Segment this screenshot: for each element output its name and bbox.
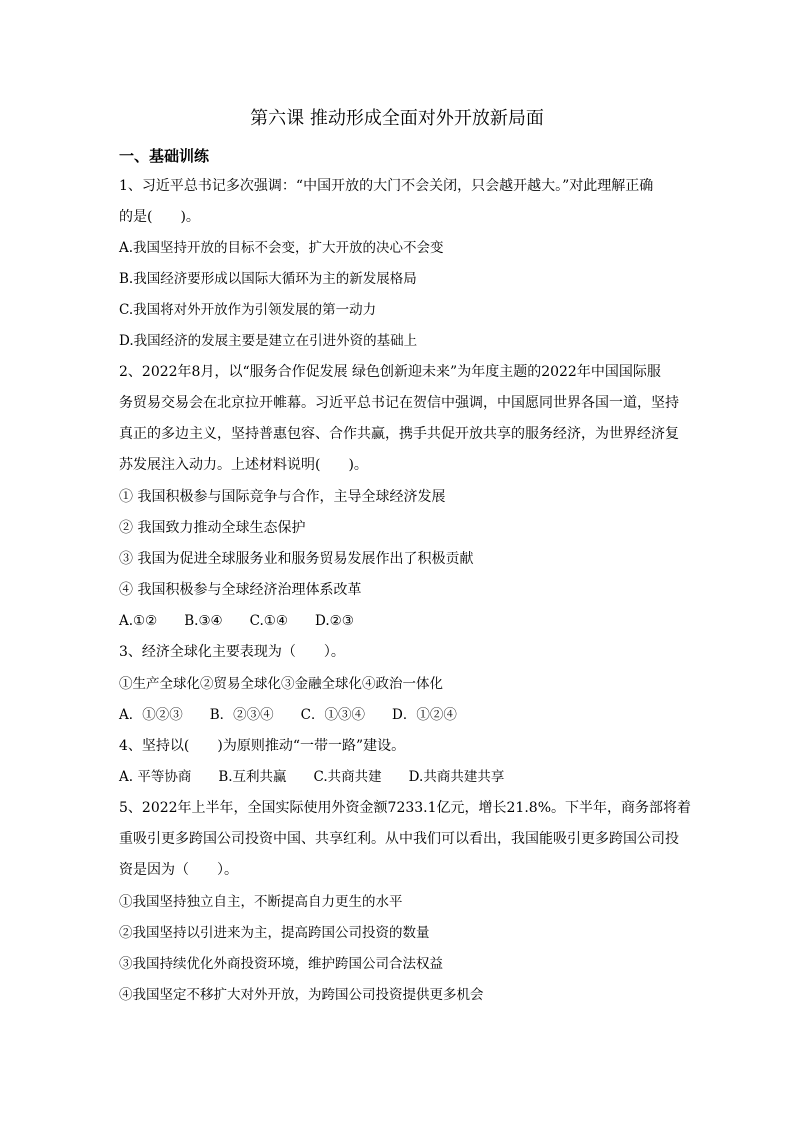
q5-item-3: ③我国持续优化外商投资环境，维护跨国公司合法权益 bbox=[119, 956, 443, 972]
q2-options: A.①② B.③④ C.①④ D.②③ bbox=[119, 613, 354, 629]
q5-stem-line2: 重吸引更多跨国公司投资中国、共享红利。从中我们可以看出，我国能吸引更多跨国公司投 bbox=[119, 831, 679, 847]
q2-item-2: ② 我国致力推动全球生态保护 bbox=[119, 520, 306, 536]
q3-options: A．①②③ B．②③④ C．①③④ D．①②④ bbox=[119, 707, 457, 723]
q1-option-a: A.我国坚持开放的目标不会变，扩大开放的决心不会变 bbox=[119, 240, 444, 256]
q2-stem-line1: 2、2022年8月，以“服务合作促发展 绿色创新迎未来”为年度主题的2022年中国国际服 bbox=[119, 364, 661, 380]
q2-stem-line2: 务贸易交易会在北京拉开帷幕。习近平总书记在贺信中强调，中国愿同世界各国一道，坚持 bbox=[119, 395, 679, 411]
q1-option-d: D.我国经济的发展主要是建立在引进外资的基础上 bbox=[119, 333, 418, 349]
q5-stem-line3: 资是因为（ ）。 bbox=[119, 862, 238, 878]
page-title: 第六课 推动形成全面对外开放新局面 bbox=[250, 108, 544, 129]
q1-option-c: C.我国将对外开放作为引领发展的第一动力 bbox=[119, 302, 377, 318]
q5-item-4: ④我国坚定不移扩大对外开放，为跨国公司投资提供更多机会 bbox=[119, 987, 484, 1003]
q5-item-2: ②我国坚持以引进来为主，提高跨国公司投资的数量 bbox=[119, 925, 430, 941]
q4-options: A. 平等协商 B.互利共赢 C.共商共建 D.共商共建共享 bbox=[119, 769, 505, 785]
q2-stem-line4: 苏发展注入动力。上述材料说明( )。 bbox=[119, 457, 368, 473]
q1-stem-line2: 的是( )。 bbox=[119, 209, 200, 225]
q1-stem-line1: 1、习近平总书记多次强调：“中国开放的大门不会关闭，只会越开越大。”对此理解正确 bbox=[119, 178, 654, 194]
q3-stem: 3、经济全球化主要表现为（ ）。 bbox=[119, 644, 345, 660]
q5-item-1: ①我国坚持独立自主，不断提高自力更生的水平 bbox=[119, 894, 403, 910]
q1-option-b: B.我国经济要形成以国际大循环为主的新发展格局 bbox=[119, 271, 417, 287]
q2-stem-line3: 真正的多边主义，坚持普惠包容、合作共赢，携手共促开放共享的服务经济，为世界经济复 bbox=[119, 426, 679, 442]
q3-items: ①生产全球化②贸易全球化③金融全球化④政治一体化 bbox=[119, 676, 443, 692]
q5-stem-line1: 5、2022年上半年，全国实际使用外资金额7233.1亿元，增长21.8%。下半年，商务部将着 bbox=[119, 800, 691, 816]
q2-item-4: ④ 我国积极参与全球经济治理体系改革 bbox=[119, 582, 362, 598]
q2-item-1: ① 我国积极参与国际竞争与合作，主导全球经济发展 bbox=[119, 489, 446, 505]
q2-item-3: ③ 我国为促进全球服务业和服务贸易发展作出了积极贡献 bbox=[119, 551, 474, 567]
q4-stem: 4、坚持以( )为原则推动“一带一路”建设。 bbox=[119, 738, 406, 754]
section-heading: 一、基础训练 bbox=[119, 147, 210, 165]
